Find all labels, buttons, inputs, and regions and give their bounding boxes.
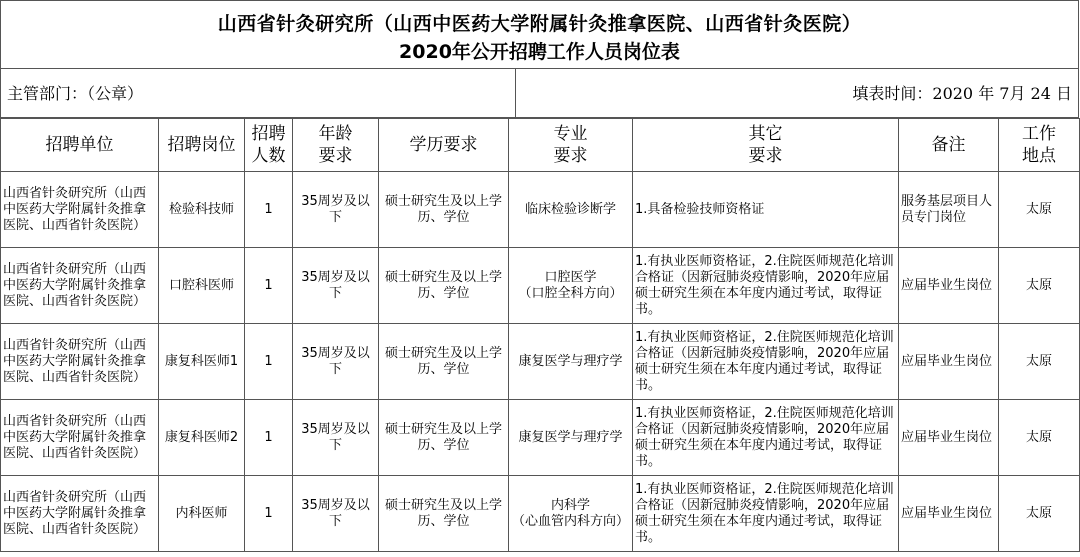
cell-remark: 应届毕业生岗位	[899, 324, 999, 400]
cell-other: 1.具备检验技师资格证	[633, 172, 899, 248]
cell-other: 1.有执业医师资格证，2.住院医师规范化培训合格证（因新冠肺炎疫情影响，2020年应届硕士研究生须在本年度内通过考试，取得证书。	[633, 400, 899, 476]
cell-count: 1	[245, 476, 293, 552]
cell-education: 硕士研究生及以上学历、学位	[379, 172, 509, 248]
cell-major: 康复医学与理疗学	[509, 400, 633, 476]
cell-location: 太原	[999, 476, 1080, 552]
cell-age: 35周岁及以下	[293, 248, 379, 324]
cell-age: 35周岁及以下	[293, 324, 379, 400]
document-title: 山西省针灸研究所（山西中医药大学附属针灸推拿医院、山西省针灸医院）	[217, 13, 862, 35]
cell-position: 检验科技师	[159, 172, 245, 248]
cell-major: 口腔医学 （口腔全科方向）	[509, 248, 633, 324]
cell-age: 35周岁及以下	[293, 172, 379, 248]
cell-unit: 山西省针灸研究所（山西中医药大学附属针灸推拿医院、山西省针灸医院）	[1, 324, 159, 400]
cell-education: 硕士研究生及以上学历、学位	[379, 400, 509, 476]
header-unit: 招聘单位	[1, 119, 159, 172]
cell-major: 康复医学与理疗学	[509, 324, 633, 400]
cell-location: 太原	[999, 400, 1080, 476]
header-position: 招聘岗位	[159, 119, 245, 172]
cell-other: 1.有执业医师资格证，2.住院医师规范化培训合格证（因新冠肺炎疫情影响，2020年应届硕士研究生须在本年度内通过考试，取得证书。	[633, 324, 899, 400]
cell-location: 太原	[999, 324, 1080, 400]
department-label: 主管部门：（公章）	[7, 84, 144, 103]
cell-position: 康复科医师1	[159, 324, 245, 400]
cell-education: 硕士研究生及以上学历、学位	[379, 248, 509, 324]
header-location: 工作 地点	[999, 119, 1080, 172]
cell-major: 内科学 （心血管内科方向）	[509, 476, 633, 552]
cell-position: 口腔科医师	[159, 248, 245, 324]
cell-unit: 山西省针灸研究所（山西中医药大学附属针灸推拿医院、山西省针灸医院）	[1, 400, 159, 476]
cell-unit: 山西省针灸研究所（山西中医药大学附属针灸推拿医院、山西省针灸医院）	[1, 476, 159, 552]
table-row	[1, 172, 1080, 248]
meta-row	[0, 69, 1079, 118]
cell-location: 太原	[999, 172, 1080, 248]
cell-other: 1.有执业医师资格证，2.住院医师规范化培训合格证（因新冠肺炎疫情影响，2020年应届硕士研究生须在本年度内通过考试，取得证书。	[633, 248, 899, 324]
header-other: 其它 要求	[633, 119, 899, 172]
header-education: 学历要求	[379, 119, 509, 172]
title-box	[0, 0, 1079, 69]
table-row	[1, 248, 1080, 324]
header-age: 年龄 要求	[293, 119, 379, 172]
cell-remark: 应届毕业生岗位	[899, 248, 999, 324]
cell-remark: 应届毕业生岗位	[899, 476, 999, 552]
cell-position: 康复科医师2	[159, 400, 245, 476]
header-remark: 备注	[899, 119, 999, 172]
cell-age: 35周岁及以下	[293, 476, 379, 552]
fill-time-label: 填表时间：2020 年 7月 24 日	[852, 84, 1072, 103]
cell-count: 1	[245, 172, 293, 248]
table-row	[1, 400, 1080, 476]
cell-major: 临床检验诊断学	[509, 172, 633, 248]
cell-count: 1	[245, 248, 293, 324]
cell-other: 1.有执业医师资格证，2.住院医师规范化培训合格证（因新冠肺炎疫情影响，2020年应届硕士研究生须在本年度内通过考试，取得证书。	[633, 476, 899, 552]
cell-remark: 服务基层项目人员专门岗位	[899, 172, 999, 248]
cell-unit: 山西省针灸研究所（山西中医药大学附属针灸推拿医院、山西省针灸医院）	[1, 248, 159, 324]
document-subtitle: 2020年公开招聘工作人员岗位表	[399, 41, 680, 63]
cell-count: 1	[245, 324, 293, 400]
header-major: 专业 要求	[509, 119, 633, 172]
cell-unit: 山西省针灸研究所（山西中医药大学附属针灸推拿医院、山西省针灸医院）	[1, 172, 159, 248]
cell-education: 硕士研究生及以上学历、学位	[379, 324, 509, 400]
cell-age: 35周岁及以下	[293, 400, 379, 476]
meta-divider	[515, 69, 516, 117]
table-row	[1, 476, 1080, 552]
cell-education: 硕士研究生及以上学历、学位	[379, 476, 509, 552]
cell-position: 内科医师	[159, 476, 245, 552]
table-row	[1, 324, 1080, 400]
header-count: 招聘 人数	[245, 119, 293, 172]
cell-count: 1	[245, 400, 293, 476]
cell-location: 太原	[999, 248, 1080, 324]
positions-table	[0, 118, 1080, 552]
header-row	[1, 119, 1080, 172]
cell-remark: 应届毕业生岗位	[899, 400, 999, 476]
